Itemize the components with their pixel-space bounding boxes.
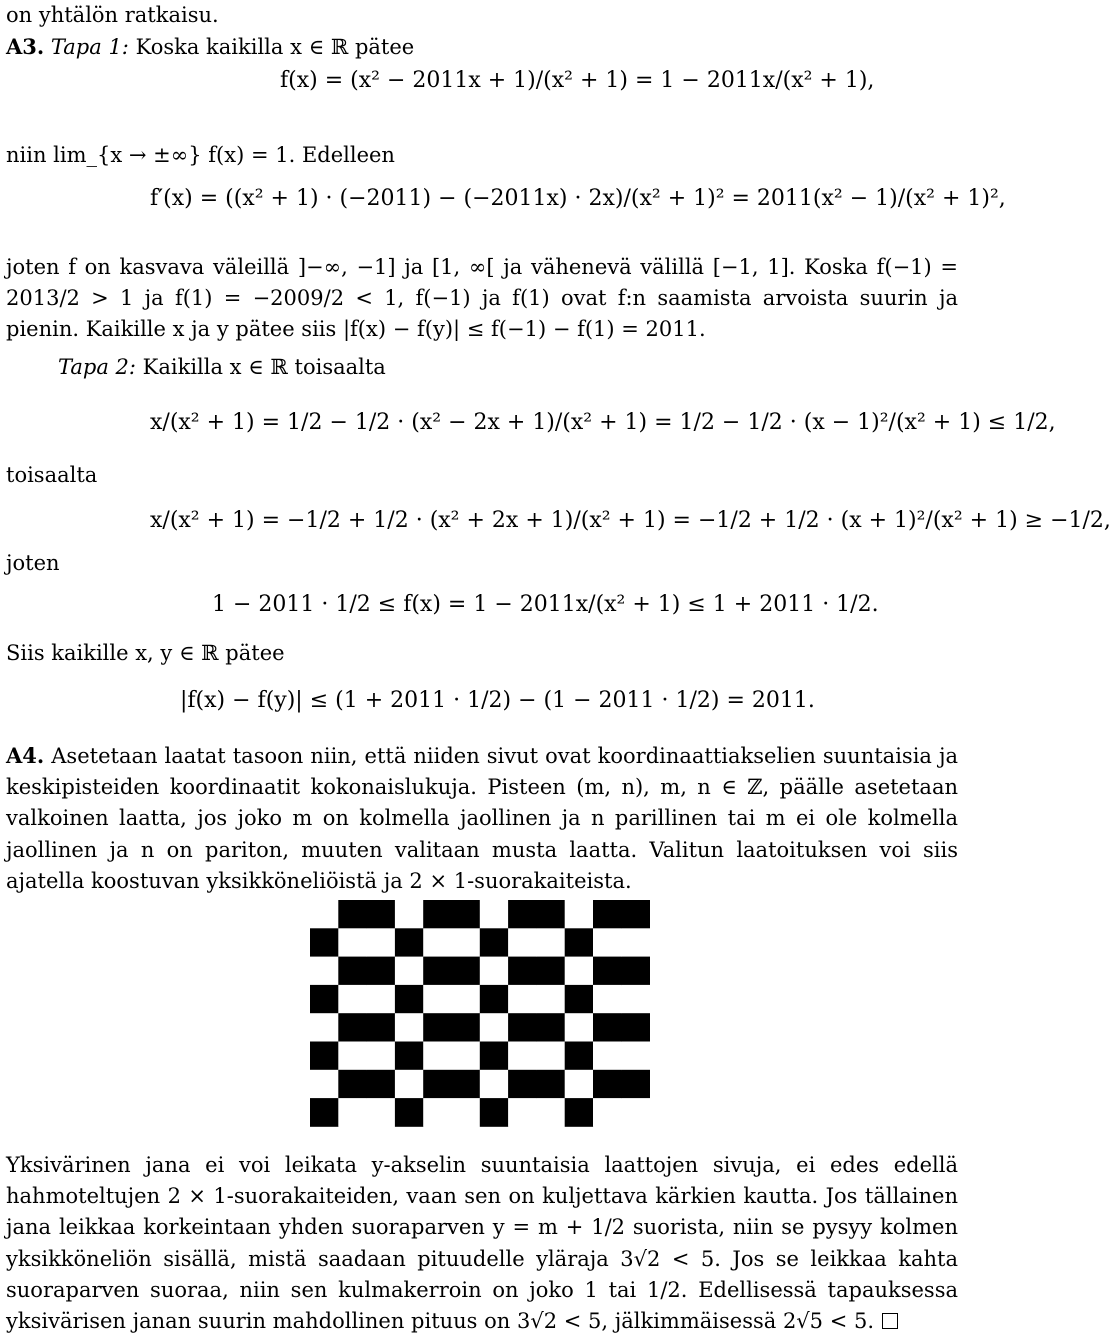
white-tile bbox=[423, 1042, 452, 1071]
white-tile bbox=[565, 957, 594, 986]
word-joten: joten bbox=[6, 551, 60, 575]
white-tile bbox=[480, 1013, 509, 1042]
white-tile bbox=[367, 1042, 396, 1071]
white-tile bbox=[395, 1070, 424, 1099]
white-tile bbox=[593, 985, 622, 1014]
black-tile bbox=[310, 1098, 339, 1127]
white-tile bbox=[367, 928, 396, 957]
black-tile bbox=[593, 1013, 622, 1042]
a3-label: A3. bbox=[6, 34, 45, 59]
black-tile bbox=[310, 985, 339, 1014]
black-tile bbox=[338, 957, 367, 986]
white-tile bbox=[508, 1098, 537, 1127]
white-tile bbox=[480, 957, 509, 986]
white-tile bbox=[593, 928, 622, 957]
final-text: Yksivärinen jana ei voi leikata y-akselin suuntaisia laattojen sivuja, ei edes edellä hahmoteltujen 2 × 1-suorakaiteiden, vaan sen on kuljettava kärkien kautta. Jos tällainen jana leikkaa korkeintaan yhden suoraparven y = m + 1/2 suorista, niin se pysyy kolmen yksikköneliön sisällä, mistä saadaan pituudelle yläraja 3√2 < 5. Jos se leikkaa kahta suoraparven suoraa, niin sen kulmakerroin on joko 1 tai 1/2. Edellisessä tapauksessa yksivärisen janan suurin mahdollinen pituus on 3√2 < 5, jälkimmäisessä 2√5 < 5. bbox=[6, 1153, 958, 1334]
qed-icon bbox=[882, 1313, 898, 1329]
black-tile bbox=[452, 957, 481, 986]
white-tile bbox=[621, 1042, 650, 1071]
black-tile bbox=[338, 900, 367, 929]
white-tile bbox=[395, 957, 424, 986]
equation-1: f(x) = (x² − 2011x + 1)/(x² + 1) = 1 − 2011x/(x² + 1), bbox=[280, 68, 875, 93]
black-tile bbox=[480, 1042, 509, 1071]
white-tile bbox=[310, 900, 339, 929]
method2-heading bbox=[58, 354, 386, 380]
white-tile bbox=[536, 928, 565, 957]
white-tile bbox=[338, 928, 367, 957]
black-tile bbox=[621, 900, 650, 929]
black-tile bbox=[621, 1013, 650, 1042]
white-tile bbox=[367, 985, 396, 1014]
black-tile bbox=[508, 957, 537, 986]
equation-2-derivative: f′(x) = ((x² + 1) · (−2011) − (−2011x) · 2x)/(x² + 1)² = 2011(x² − 1)/(x² + 1)², bbox=[150, 186, 1006, 211]
black-tile bbox=[480, 1098, 509, 1127]
black-tile bbox=[338, 1070, 367, 1099]
black-tile bbox=[565, 928, 594, 957]
white-tile bbox=[593, 1042, 622, 1071]
white-tile bbox=[536, 1098, 565, 1127]
black-tile bbox=[423, 957, 452, 986]
black-tile bbox=[593, 1070, 622, 1099]
black-tile bbox=[367, 1070, 396, 1099]
equation-5-range: 1 − 2011 · 1/2 ≤ f(x) = 1 − 2011x/(x² + 1) ≤ 1 + 2011 · 1/2. bbox=[212, 592, 879, 617]
black-tile bbox=[395, 1098, 424, 1127]
black-tile bbox=[423, 1070, 452, 1099]
white-tile bbox=[423, 928, 452, 957]
white-tile bbox=[395, 1013, 424, 1042]
text-line-limit: niin lim_{x → ±∞} f(x) = 1. Edelleen bbox=[6, 143, 395, 167]
white-tile bbox=[536, 985, 565, 1014]
white-tile bbox=[480, 900, 509, 929]
black-tile bbox=[338, 1013, 367, 1042]
paragraph-final bbox=[6, 1150, 958, 1337]
white-tile bbox=[338, 1042, 367, 1071]
text-line-siis: Siis kaikille x, y ∈ ℝ pätee bbox=[6, 641, 285, 665]
black-tile bbox=[565, 1098, 594, 1127]
a3-method1: Tapa 1: bbox=[50, 35, 129, 59]
white-tile bbox=[452, 985, 481, 1014]
white-tile bbox=[452, 1042, 481, 1071]
black-tile bbox=[565, 1042, 594, 1071]
black-tile bbox=[565, 985, 594, 1014]
white-tile bbox=[565, 1013, 594, 1042]
tiling-figure bbox=[310, 900, 650, 1130]
black-tile bbox=[395, 928, 424, 957]
white-tile bbox=[452, 928, 481, 957]
a4-label: A4. bbox=[6, 743, 45, 768]
white-tile bbox=[565, 900, 594, 929]
black-tile bbox=[593, 957, 622, 986]
black-tile bbox=[367, 957, 396, 986]
white-tile bbox=[508, 985, 537, 1014]
black-tile bbox=[536, 1070, 565, 1099]
white-tile bbox=[536, 1042, 565, 1071]
white-tile bbox=[621, 928, 650, 957]
black-tile bbox=[423, 1013, 452, 1042]
black-tile bbox=[480, 928, 509, 957]
black-tile bbox=[367, 1013, 396, 1042]
text-line-intro: on yhtälön ratkaisu. bbox=[6, 3, 219, 27]
white-tile bbox=[452, 1098, 481, 1127]
white-tile bbox=[480, 1070, 509, 1099]
white-tile bbox=[593, 1098, 622, 1127]
black-tile bbox=[621, 957, 650, 986]
black-tile bbox=[536, 957, 565, 986]
black-tile bbox=[395, 1042, 424, 1071]
black-tile bbox=[593, 900, 622, 929]
a4-text: Asetetaan laatat tasoon niin, että niiden sivut ovat koordinaattiakselien suuntaisia ja keskipisteiden koordinaatit kokonaislukuja. Pisteen (m, n), m, n ∈ ℤ, päälle asetetaan valkoinen laatta, jos joko m on kolmella jaollinen ja n parillinen tai m ei ole kolmella jaollinen ja n on pariton, muuten valitaan musta laatta. Valitun laatoituksen voi siis ajatella koostuvan yksikköneliöistä ja 2 × 1-suorakaiteista. bbox=[6, 744, 958, 893]
black-tile bbox=[395, 985, 424, 1014]
black-tile bbox=[536, 1013, 565, 1042]
white-tile bbox=[310, 957, 339, 986]
black-tile bbox=[452, 1070, 481, 1099]
black-tile bbox=[508, 900, 537, 929]
white-tile bbox=[565, 1070, 594, 1099]
white-tile bbox=[423, 1098, 452, 1127]
a3-intro: Koska kaikilla x ∈ ℝ pätee bbox=[135, 35, 415, 59]
word-toisaalta: toisaalta bbox=[6, 463, 98, 487]
black-tile bbox=[508, 1013, 537, 1042]
white-tile bbox=[508, 928, 537, 957]
white-tile bbox=[621, 985, 650, 1014]
section-a4-paragraph bbox=[6, 740, 958, 897]
black-tile bbox=[452, 1013, 481, 1042]
black-tile bbox=[480, 985, 509, 1014]
equation-4-lower-bound: x/(x² + 1) = −1/2 + 1/2 · (x² + 2x + 1)/(x² + 1) = −1/2 + 1/2 · (x + 1)²/(x² + 1) ≥ −1/2, bbox=[150, 508, 1111, 533]
black-tile bbox=[423, 900, 452, 929]
equation-6-result: |f(x) − f(y)| ≤ (1 + 2011 · 1/2) − (1 − 2011 · 1/2) = 2011. bbox=[180, 688, 815, 713]
white-tile bbox=[508, 1042, 537, 1071]
black-tile bbox=[367, 900, 396, 929]
paragraph-monotonicity: joten f on kasvava väleillä ]−∞, −1] ja [1, ∞[ ja vähenevä välillä [−1, 1]. Koska f(−1) = 2013/2 > 1 ja f(1) = −2009/2 < 1, f(−1) ja f(1) ovat f:n saamista arvoista suurin ja pienin. Kaikille x ja y pätee siis |f(x) − f(y)| ≤ f(−1) − f(1) = 2011. bbox=[6, 255, 958, 342]
white-tile bbox=[310, 1070, 339, 1099]
white-tile bbox=[338, 1098, 367, 1127]
equation-3-upper-bound: x/(x² + 1) = 1/2 − 1/2 · (x² − 2x + 1)/(x² + 1) = 1/2 − 1/2 · (x − 1)²/(x² + 1) ≤ 1/2, bbox=[150, 410, 1056, 435]
white-tile bbox=[423, 985, 452, 1014]
black-tile bbox=[536, 900, 565, 929]
white-tile bbox=[621, 1098, 650, 1127]
white-tile bbox=[310, 1013, 339, 1042]
method2-label: Tapa 2: bbox=[58, 355, 136, 379]
black-tile bbox=[621, 1070, 650, 1099]
black-tile bbox=[310, 1042, 339, 1071]
white-tile bbox=[395, 900, 424, 929]
method2-intro: Kaikilla x ∈ ℝ toisaalta bbox=[142, 355, 386, 379]
black-tile bbox=[508, 1070, 537, 1099]
white-tile bbox=[367, 1098, 396, 1127]
black-tile bbox=[452, 900, 481, 929]
black-tile bbox=[310, 928, 339, 957]
section-a3-heading bbox=[6, 34, 414, 60]
white-tile bbox=[338, 985, 367, 1014]
